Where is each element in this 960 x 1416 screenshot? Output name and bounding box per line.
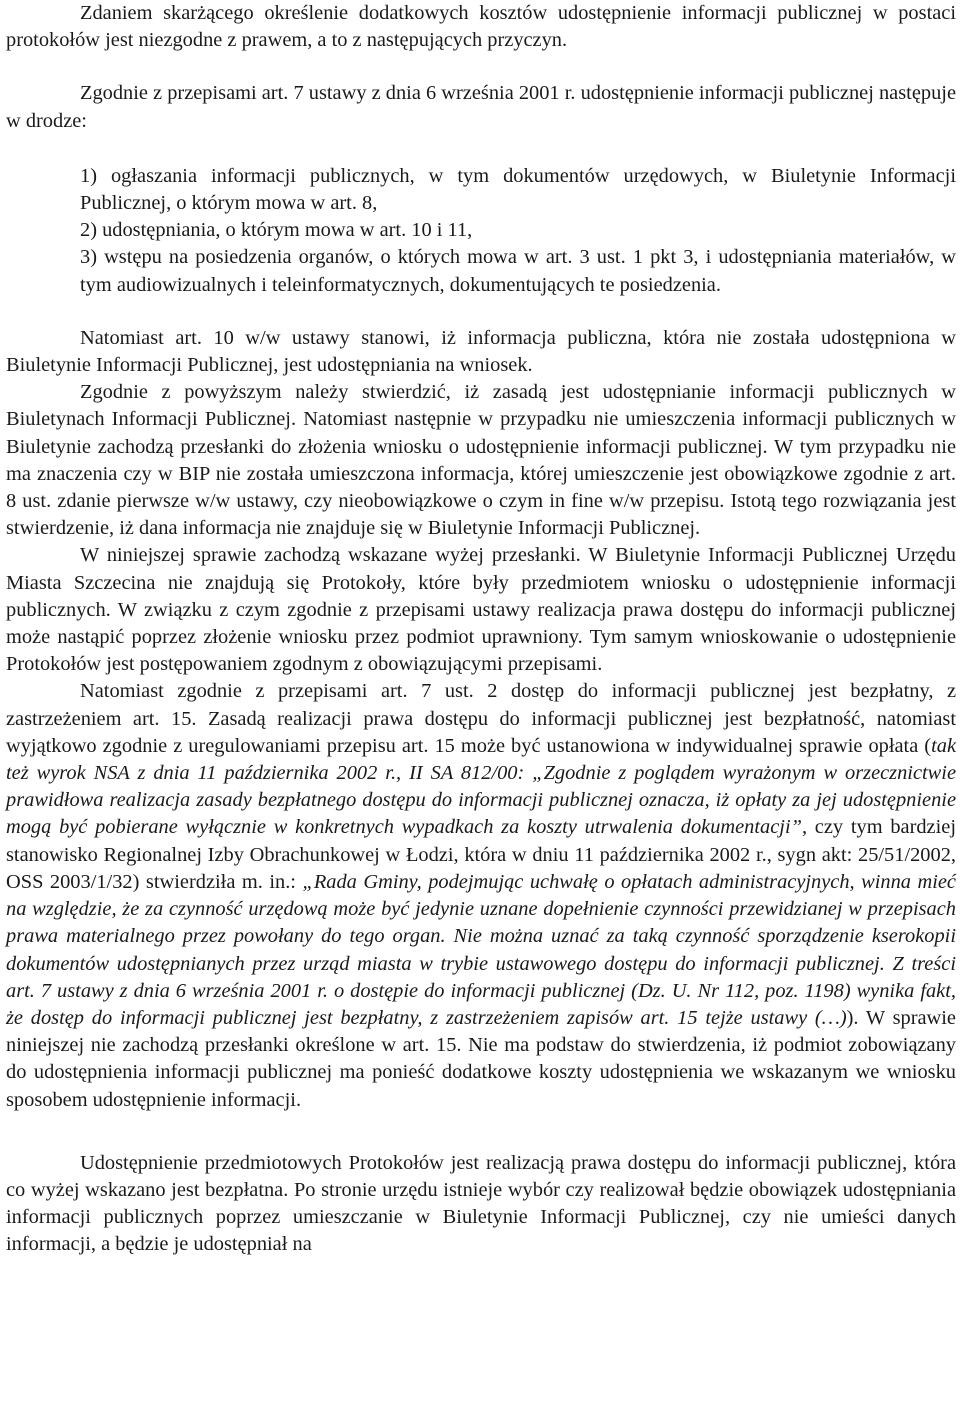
paragraph-free-access [6,678,956,1113]
list-item: 3) wstępu na posiedzenia organów, o których mowa w art. 3 ust. 1 pkt 3, i udostępniania materiałów, w tym audiowizualnych i teleinformatycznych, dokumentujących te posiedzenia. [80,246,956,296]
paragraph-complaint-intro: Zdaniem skarżącego określenie dodatkowych kosztów udostępnienie informacji publicznej w postaci protokołów jest niezgodne z prawem, a to z następujących przyczyn. [6,2,956,52]
rio-opinion-quote: „Rada Gminy, podejmując uchwałę o opłatach administracyjnych, winna mieć na względzie, że za czynność urzędową może być jedynie uznane dopełnienie czynności przewidzianej w przepisach prawa materialnego przez powołany do tego organ. Nie można uznać za taką czynność sporządzenie kserokopii dokumentów udostępnianych przez urząd miasta w trybie ustawowego dostępu do informacji publicznej. Z treści art. 7 ustawy z dnia 6 września 2001 r. o dostępie do informacji publicznej (Dz. U. Nr 112, poz. 1198) wynika fakt, że dostęp do informacji publicznej jest bezpłatny, z zastrzeżeniem zapisów art. 15 tejże ustawy (…) [6,870,956,1029]
paragraph-article-10: Natomiast art. 10 w/w ustawy stanowi, iż informacja publiczna, która nie została udostępniona w Biuletynie Informacji Publicznej, jest udostępniania na wniosek. [6,326,956,377]
article-7-list [6,163,956,299]
rio-opinion-text: , czy tym bardziej stanowisko Regionalnej Izby Obrachunkowej w Łodzi, która w dniu 11 października 2002 r., sygn akt: 25/51/2002, OSS 2003/1/32) stwierdziła m. in.: [6,816,956,893]
free-access-text: Natomiast zgodnie z przepisami art. 7 ust. 2 dostęp do informacji publicznej jest bezpłatny, z zastrzeżeniem art. 15. Zasadą realizacji prawa dostępu do informacji publicznej jest bezpłatność, natomiast wyjątkowo zgodnie z uregulowaniami przepisu art. 15 może być ustanowiona w indywidualnej sprawie opłata ( [6,680,956,757]
list-item: 1) ogłaszania informacji publicznych, w tym dokumentów urzędowych, w Biuletynie Informacji Publicznej, o którym mowa w art. 8, [80,164,956,215]
list-item: 2) udostępniania, o którym mowa w art. 10 i 11, [80,219,473,242]
paragraph-realization: Udostępnienie przedmiotowych Protokołów jest realizacją prawa dostępu do informacji publicznej, która co wyżej wskazano jest bezpłatna. Po stronie urzędu istnieje wybór czy realizował będzie obowiązek udostępniania informacji publicznych poprzez umieszczanie w Biuletynie Informacji Publicznej, czy nie umieści danych informacji, a będzie je udostępniał na [6,1151,956,1256]
nsa-judgment-quote: tak też wyrok NSA z dnia 11 października 2002 r., II SA 812/00: „Zgodnie z poglądem wyrażonym w orzecznictwie prawidłowa realizacja zasady bezpłatnego dostępu do informacji publicznej oznacza, iż opłaty za jej udostępnienie mogą być pobierane wyłącznie w konkretnych wypadkach za koszty utrwalenia dokumentacji” [6,734,956,839]
free-access-conclusion: ). W sprawie niniejszej nie zachodzą przesłanki określone w art. 15. Nie ma podstaw do stwierdzenia, iż podmiot zobowiązany do udostępnienia informacji publicznej ma ponieść dodatkowe koszty udostępnienia we wskazanym we wniosku sposobem udostępnienie informacji. [6,1006,956,1111]
paragraph-present-case: W niniejszej sprawie zachodzą wskazane wyżej przesłanki. W Biuletynie Informacji Publicznej Urzędu Miasta Szczecina nie znajdują się Protokoły, które były przedmiotem wniosku o udostępnienie informacji publicznych. W związku z czym zgodnie z przepisami ustawy realizacja prawa dostępu do informacji publicznej może nastąpić poprzez złożenie wniosku przez podmiot uprawniony. Tym samym wnioskowanie o udostępnienie Protokołów jest postępowaniem zgodnym z obowiązującymi przepisami. [6,544,956,676]
paragraph-conclusion-bip: Zgodnie z powyższym należy stwierdzić, iż zasadą jest udostępnianie informacji publicznych w Biuletynach Informacji Publicznej. Natomiast następnie w przypadku nie umieszczenia informacji publicznych w Biuletynie zachodzą przesłanki do złożenia wniosku o udostępnienie informacji publicznej. W tym przypadku nie ma znaczenia czy w BIP nie została umieszczona informacja, której umieszczenie jest obowiązkowe zgodnie z art. 8 ust. zdanie pierwsze w/w ustawy, czy nieobowiązkowe o czym in fine w/w przepisu. Istotą tego rozwiązania jest stwierdzenie, iż dana informacja nie znajduje się w Biuletynie Informacji Publicznej. [6,381,956,540]
document-page [6,0,956,1259]
paragraph-article-7: Zgodnie z przepisami art. 7 ustawy z dnia 6 września 2001 r. udostępnienie informacji publicznej następuje w drodze: [6,82,956,132]
